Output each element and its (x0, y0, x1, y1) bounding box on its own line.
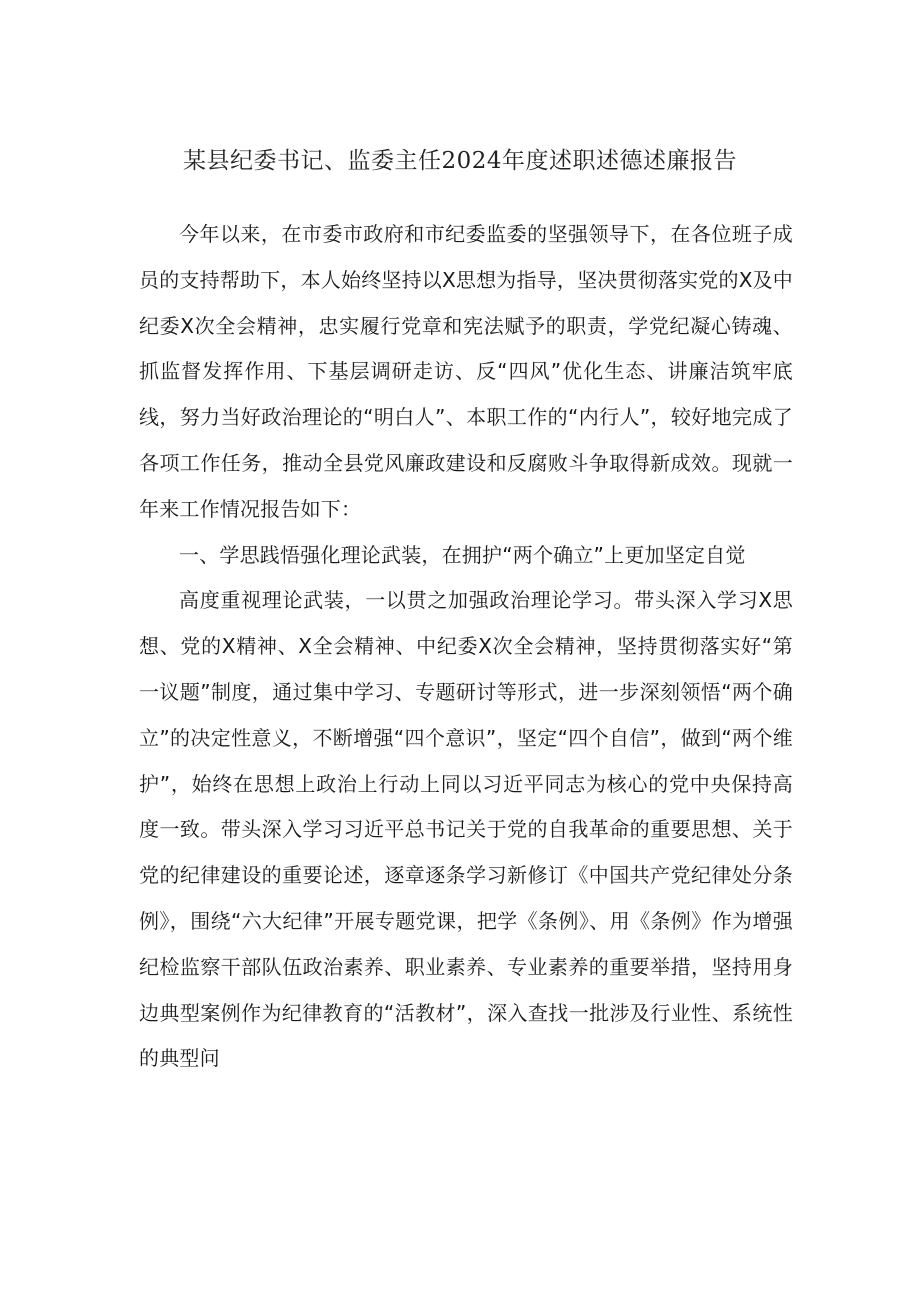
paragraph-theory-study: 高度重视理论武装，一以贯之加强政治理论学习。带头深入学习X思想、党的X精神、X全会精神、中纪委X次全会精神，坚持贯彻落实好“第一议题”制度，通过集中学习、专题研讨等形式，进一步深刻领悟“两个确立”的决定性意义，不断增强“四个意识”，坚定“四个自信”，做到“两个维护”，始终在思想上政治上行动上同以习近平同志为核心的党中央保持高度一致。带头深入学习习近平总书记关于党的自我革命的重要思想、关于党的纪律建设的重要论述，逐章逐条学习新修订《中国共产党纪律处分条例》，围绕“六大纪律”开展专题党课，把学《条例》、用《条例》作为增强纪检监察干部队伍政治素养、职业素养、专业素养的重要举措，坚持用身边典型案例作为纪律教育的“活教材”，深入查找一批涉及行业性、系统性的典型问 (139, 588, 793, 1071)
paragraph-intro: 今年以来，在市委市政府和市纪委监委的坚强领导下，在各位班子成员的支持帮助下，本人始终坚持以X思想为指导，坚决贯彻落实党的X及中纪委X次全会精神，忠实履行党章和宪法赋予的职责，学党纪凝心铸魂、抓监督发挥作用、下基层调研走访、反“四风”优化生态、讲廉洁筑牢底线，努力当好政治理论的“明白人”、本职工作的“内行人”，较好地完成了各项工作任务，推动全县党风廉政建设和反腐败斗争取得新成效。现就一年来工作情况报告如下： (139, 222, 794, 521)
section-heading-1: 一、学思践悟强化理论武装，在拥护“两个确立”上更加坚定自觉 (179, 542, 746, 567)
document-title: 某县纪委书记、监委主任2024年度述职述德述廉报告 (182, 148, 738, 174)
document-body (139, 212, 793, 1082)
